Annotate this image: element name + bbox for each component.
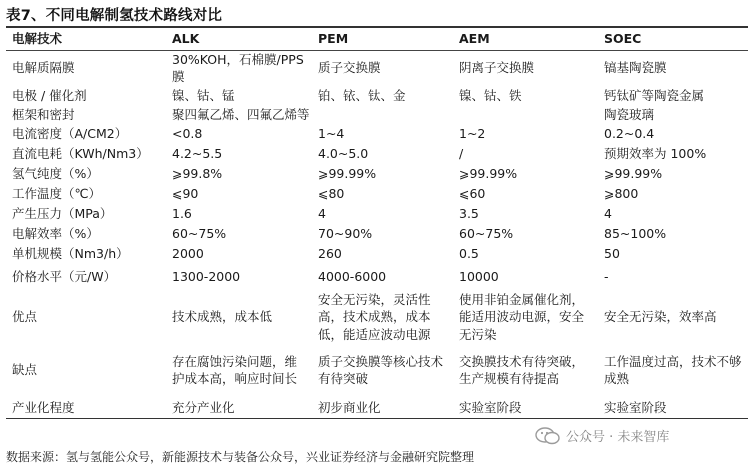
table-cell: 技术成熟，成本低 [172,309,273,325]
table-cell: 实验室阶段 [453,397,598,419]
table-row [6,106,748,124]
header-cell: PEM [312,29,453,50]
wechat-icon [535,427,561,445]
table-row [6,204,748,224]
table-cell: 3.5 [459,205,479,221]
table-cell: 4 [604,205,612,221]
table-row [6,164,748,184]
table-cell: 存在腐蚀污染问题，维护成本高，响应时间长 [172,353,298,386]
table-cell: 钙钛矿等陶瓷金属 [604,87,705,103]
table-cell: 初步商业化 [312,397,453,419]
table-cell: ⩽90 [172,185,199,201]
title-rule [6,26,748,28]
table-cell: 镍、钴、锰 [172,87,235,103]
table-cell: ⩾99.99% [318,165,377,181]
table-row [6,124,748,144]
table-row [6,244,748,264]
table-cell: 阴离子交换膜 [459,60,535,76]
table-cell: 10000 [459,269,499,285]
table-cell: 85~100% [604,225,667,241]
table-cell: ⩾99.99% [459,165,518,181]
watermark-text: 公众号 · 未来智库 [566,430,670,445]
table-cell: 0.5 [459,245,479,261]
row-label-cell: 产业化程度 [6,397,166,419]
row-label-cell: 框架和密封 [12,106,75,122]
header-cell: 电解技术 [6,29,166,50]
table-cell: 使用非铂金属催化剂，能适用波动电源，安全无污染 [459,291,585,342]
table-cell: 陶瓷玻璃 [604,106,655,122]
table-cell: 质子交换膜 [318,60,381,76]
table-body [6,50,748,419]
table-cell: ⩽60 [459,185,486,201]
row-label-cell: 产生压力（MPa） [12,205,113,221]
table-cell: 聚四氟乙烯、四氟乙烯等 [172,106,310,122]
table-row [6,224,748,244]
table-cell: 1~2 [459,125,486,141]
table-cell: 30%KOH，石棉膜/PPS 膜 [172,51,304,84]
table-cell: 1300-2000 [172,269,241,285]
row-label-cell: 工作温度（℃） [12,185,102,201]
table-row [6,344,748,397]
table-title: 表7、不同电解制氢技术路线对比 [6,8,223,24]
table-cell: 交换膜技术有待突破，生产规模有待提高 [459,353,585,386]
table-cell: 充分产业化 [166,397,312,419]
table-cell: 4.2~5.5 [172,145,223,161]
table-cell: ⩾99.99% [604,165,663,181]
table-cell: 安全无污染，灵活性高，技术成熟，成本低，能适应波动电源 [318,291,431,342]
table-row [6,184,748,204]
row-label-cell: 直流电耗（KWh/Nm3） [12,145,149,161]
table-cell: 4 [318,205,326,221]
table-cell: ⩾800 [604,185,639,201]
table-cell: 镐基陶瓷膜 [604,60,667,76]
table-cell: 50 [604,245,620,261]
table-cell: 4.0~5.0 [318,145,369,161]
table-cell: 工作温度过高，技术不够成熟 [604,353,742,386]
table-cell: 1.6 [172,205,192,221]
table-header-row [6,29,748,50]
table-cell: 70~90% [318,225,373,241]
table-cell: 安全无污染，效率高 [604,309,717,325]
table-cell: ⩾99.8% [172,165,223,181]
table-cell: 预期效率为 100% [604,145,707,161]
row-label-cell: 电解效率（%） [12,225,99,241]
table-cell: ⩽80 [318,185,345,201]
table-row [6,264,748,291]
table-cell: 60~75% [459,225,514,241]
table-cell: 2000 [172,245,204,261]
row-label-cell: 电流密度（A/CM2） [12,125,128,141]
table-cell: <0.8 [172,125,203,141]
header-cell: SOEC [598,29,748,50]
table-cell: 60~75% [172,225,227,241]
header-cell: ALK [166,29,312,50]
row-label-cell: 价格水平（元/W） [12,269,117,285]
row-label-cell: 缺点 [12,362,38,378]
table-cell: 0.2~0.4 [604,125,655,141]
table-row [6,50,748,86]
table-cell: 1~4 [318,125,345,141]
table-cell: / [459,145,464,161]
table-row [6,397,748,419]
watermark [535,426,669,445]
table-cell: 质子交换膜等核心技术有待突破 [318,353,444,386]
table-row [6,86,748,106]
row-label-cell: 氢气纯度（%） [12,165,99,181]
table-row [6,144,748,164]
comparison-table [6,29,748,419]
table-row [6,291,748,344]
row-label-cell: 电极 / 催化剂 [12,87,87,103]
row-label-cell: 单机规模（Nm3/h） [12,245,129,261]
header-cell: AEM [453,29,598,50]
table-cell: 4000-6000 [318,269,387,285]
table-cell: 镍、钴、铁 [459,87,522,103]
table-cell: 铂、铱、钛、金 [318,87,406,103]
data-source-note: 数据来源：氢与氢能公众号，新能源技术与装备公众号，兴业证券经济与金融研究院整理 [6,450,475,464]
table-cell: 实验室阶段 [598,397,748,419]
row-label-cell: 优点 [12,309,38,325]
table-cell: 260 [318,245,342,261]
table-cell: - [604,269,609,285]
row-label-cell: 电解质隔膜 [12,60,75,76]
